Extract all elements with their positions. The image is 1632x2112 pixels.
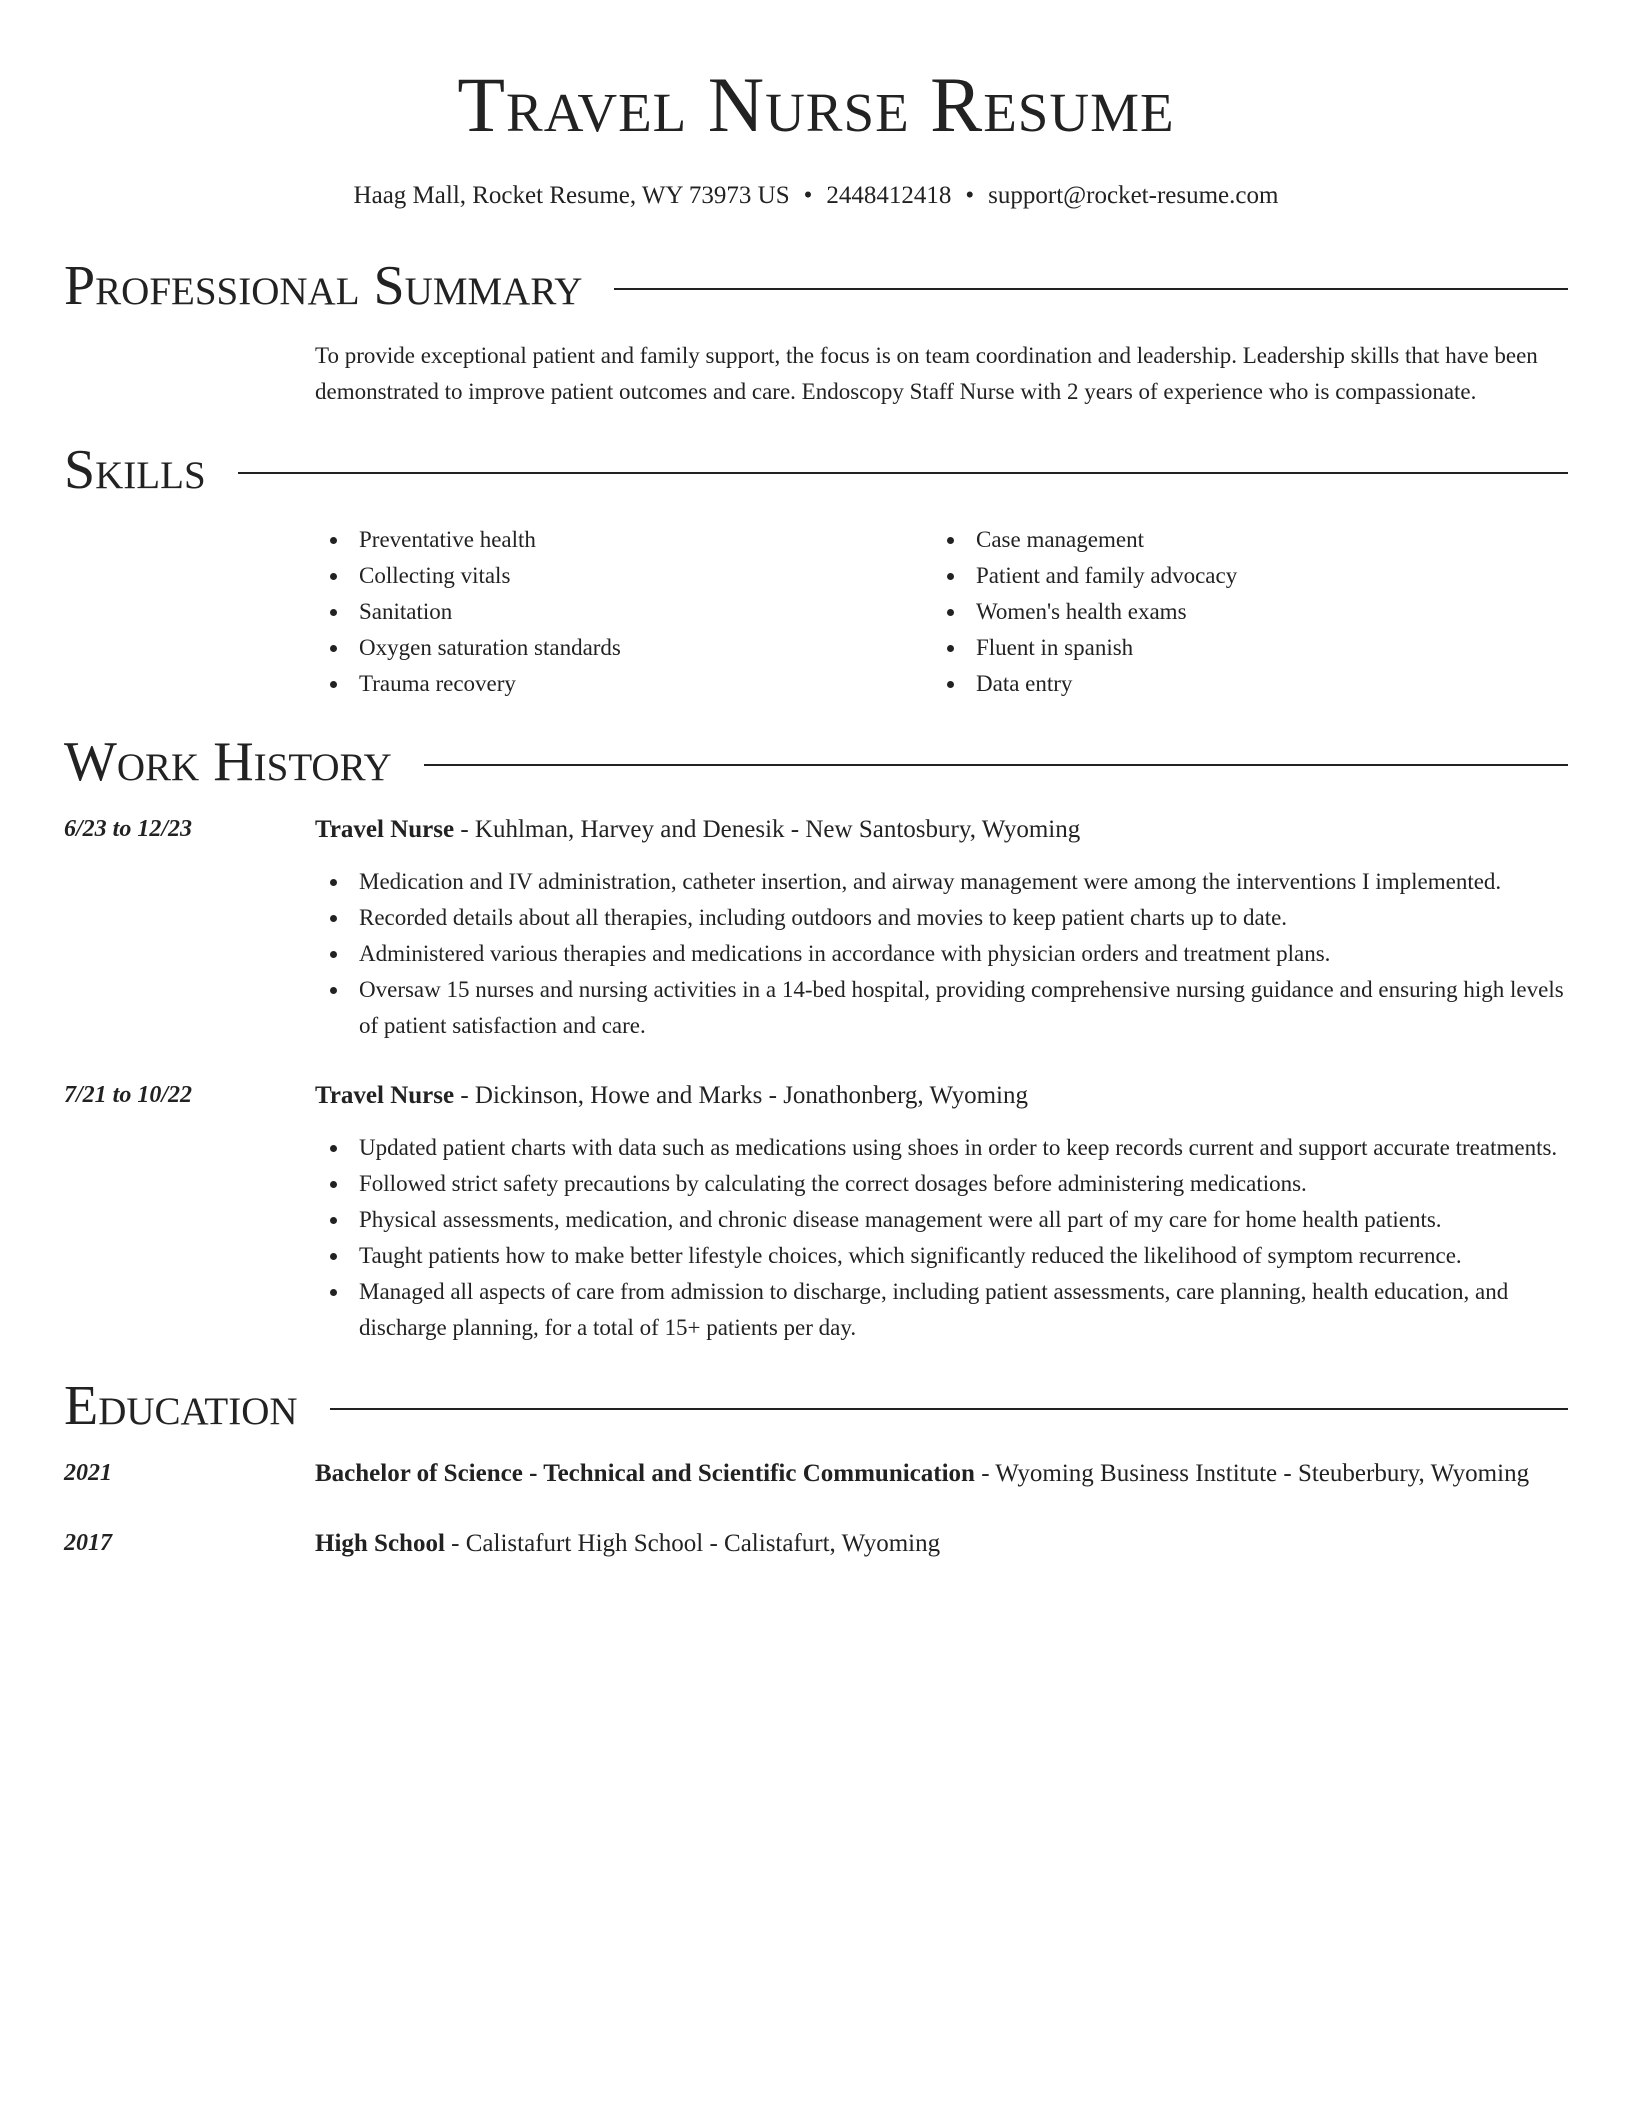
skills-column-left: [315, 522, 932, 702]
skill-item: Women's health exams: [932, 594, 1549, 630]
skills-section-header: [64, 440, 1568, 500]
job-title: Travel Nurse: [315, 816, 455, 843]
job-body: [315, 1078, 1568, 1346]
section-divider: [614, 288, 1568, 290]
job-heading: [315, 812, 1568, 848]
education-entry: [64, 1526, 1568, 1562]
skill-item: Oxygen saturation standards: [315, 630, 932, 666]
skills-list: [315, 522, 1568, 702]
job-dates: 7/21 to 10/22: [64, 1082, 193, 1108]
job-bullet: Recorded details about all therapies, including outdoors and movies to keep patient charts up to date.: [315, 900, 1568, 936]
separator-dot: •: [965, 182, 975, 209]
job-title: Travel Nurse: [315, 1082, 455, 1109]
job-bullet: Medication and IV administration, catheter insertion, and airway management were among the interventions I implemented.: [315, 864, 1568, 900]
skill-item: Trauma recovery: [315, 666, 932, 702]
school: - Wyoming Business Institute - Steuberbury, Wyoming: [974, 1460, 1530, 1487]
section-divider: [238, 472, 1568, 474]
section-heading: Education: [64, 1375, 298, 1437]
education-section-header: [64, 1376, 1568, 1436]
address: Haag Mall, Rocket Resume, WY 73973 US: [353, 182, 790, 209]
section-heading: Professional Summary: [64, 255, 583, 317]
degree: Bachelor of Science - Technical and Scientific Communication: [315, 1460, 975, 1487]
job-bullet: Followed strict safety precautions by calculating the correct dosages before administering medications.: [315, 1166, 1568, 1202]
work-section-header: [64, 732, 1568, 792]
separator-dot: •: [803, 182, 813, 209]
education-year: 2021: [64, 1460, 112, 1486]
skill-item: Patient and family advocacy: [932, 558, 1549, 594]
job-bullet: Updated patient charts with data such as medications using shoes in order to keep records current and support accurate treatments.: [315, 1130, 1568, 1166]
section-heading: Skills: [64, 439, 206, 501]
job-bullet: Physical assessments, medication, and chronic disease management were all part of my care for home health patients.: [315, 1202, 1568, 1238]
education-body: [315, 1456, 1568, 1492]
skill-item: Fluent in spanish: [932, 630, 1549, 666]
job-employer: - Kuhlman, Harvey and Denesik - New Santosbury, Wyoming: [454, 816, 1081, 843]
job-entry: [64, 1078, 1568, 1346]
skill-item: Data entry: [932, 666, 1549, 702]
job-bullet: Taught patients how to make better lifestyle choices, which significantly reduced the likelihood of symptom recurrence.: [315, 1238, 1568, 1274]
skill-item: Preventative health: [315, 522, 932, 558]
degree: High School: [315, 1530, 445, 1557]
job-bullets: [315, 1130, 1568, 1346]
skill-item: Sanitation: [315, 594, 932, 630]
skill-item: Case management: [932, 522, 1549, 558]
job-employer: - Dickinson, Howe and Marks - Jonathonberg, Wyoming: [454, 1082, 1028, 1109]
section-divider: [330, 1408, 1568, 1410]
job-bullet: Managed all aspects of care from admission to discharge, including patient assessments, care planning, health education, and discharge planning, for a total of 15+ patients per day.: [315, 1274, 1568, 1346]
section-heading: Work History: [64, 731, 392, 793]
education-entry: [64, 1456, 1568, 1492]
job-bullet: Administered various therapies and medications in accordance with physician orders and treatment plans.: [315, 936, 1568, 972]
education-year: 2017: [64, 1530, 112, 1556]
education-body: [315, 1526, 1568, 1562]
job-bullets: [315, 864, 1568, 1044]
education-heading: [315, 1456, 1568, 1492]
phone: 2448412418: [826, 182, 952, 209]
section-divider: [424, 764, 1568, 766]
skills-column-right: [932, 522, 1549, 702]
job-bullet: Oversaw 15 nurses and nursing activities in a 14-bed hospital, providing comprehensive nursing guidance and ensuring high levels of patient satisfaction and care.: [315, 972, 1568, 1044]
summary-text: To provide exceptional patient and family support, the focus is on team coordination and leadership. Leadership skills that have been demonstrated to improve patient outcomes and care. Endoscopy Staff Nurse with 2 years of experience who is compassionate.: [315, 343, 1538, 404]
contact-line: [64, 180, 1568, 212]
resume-title: Travel Nurse Resume: [457, 61, 1175, 148]
education-heading: [315, 1526, 1568, 1562]
job-heading: [315, 1078, 1568, 1114]
skill-item: Collecting vitals: [315, 558, 932, 594]
job-dates: 6/23 to 12/23: [64, 816, 193, 842]
summary-section-header: [64, 256, 1568, 316]
email: support@rocket-resume.com: [988, 182, 1279, 209]
job-entry: [64, 812, 1568, 1044]
job-body: [315, 812, 1568, 1044]
school: - Calistafurt High School - Calistafurt, Wyoming: [444, 1530, 941, 1557]
